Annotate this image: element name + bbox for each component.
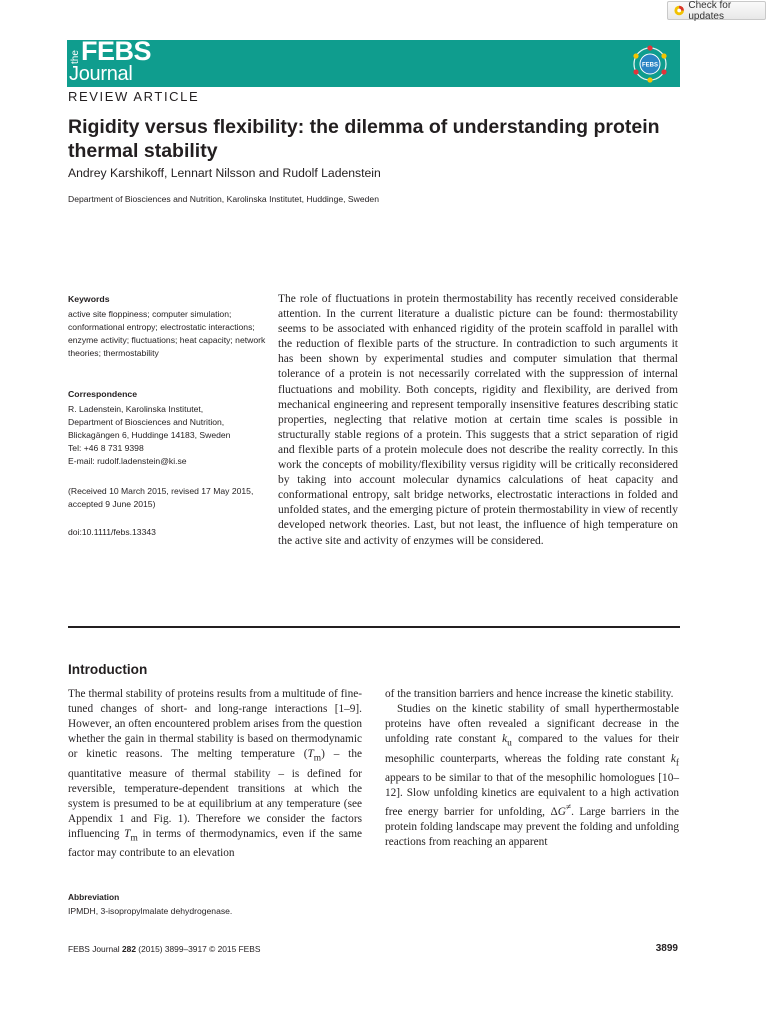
correspondence-heading: Correspondence [68,389,138,399]
intro-text: . Large barriers in the protein folding landscape may prevent the folding and unfolding reactions from reaching an apparent [385,805,680,849]
journal-banner [67,40,680,87]
page-number: 3899 [655,943,678,954]
intro-text: Studies on the kinetic stability of small hyperthermostable proteins have often revealed a significant decrease in the unfolding rate constant [385,703,679,746]
doi-link[interactable]: doi:10.1111/febs.13343 [68,527,156,537]
intro-text: The thermal stability of proteins results from a multitude of fine-tuned changes of short- and long-range interactions [1–9]. However, an often encountered problem arises from the question whether the gain in thermal stability is based on thermodynamic or kinetic reasons. The melting temperature ( [68,688,362,761]
article-type: REVIEW ARTICLE [68,89,200,104]
article-title: Rigidity versus flexibility: the dilemma of understanding protein thermal stability [68,116,660,162]
dg-superscript: ≠ [565,803,572,814]
journal-logo-febs: FEBS [81,36,152,66]
kf-subscript: f [675,757,679,768]
ku-subscript: u [507,738,512,749]
logo-the-label: the [70,50,81,64]
tm-symbol: T [124,828,131,841]
intro-paragraph: of the transition barriers and hence increase the kinetic stability. [385,688,674,700]
footer-citation [68,944,260,954]
correspondence-line: Tel: +46 8 731 9398 [68,443,144,453]
article-affiliation: Department of Biosciences and Nutrition, Karolinska Institutet, Huddinge, Sweden [68,194,379,204]
check-for-updates-button[interactable] [667,1,766,20]
check-updates-icon [674,5,684,16]
received-dates: (Received 10 March 2015, revised 17 May 2015, accepted 9 June 2015) [68,486,254,509]
footer-volume: 282 [122,944,136,954]
introduction-left-column [68,687,362,862]
correspondence-line: Blickagängen 6, Huddinge 14183, Sweden [68,430,231,440]
introduction-right-column [385,687,679,850]
intro-text: compared to the values for their mesophilic counterparts, whereas the folding rate constant [385,733,679,765]
ring-icon-label: FEBS [641,62,659,69]
dg-symbol: G [557,805,566,818]
tm-subscript: m [130,833,138,844]
tm-subscript: m [313,753,322,764]
abbreviation-heading: Abbreviation [68,892,120,902]
correspondence-block [68,403,268,468]
introduction-heading: Introduction [68,662,148,677]
intro-paragraph [385,702,679,850]
keywords-list: active site floppiness; computer simulation; conformational entropy; electrostatic interactions; enzyme activity; fluctuations; heat capacity; network theories; thermostability [68,309,266,358]
footer-journal: FEBS Journal [68,944,122,954]
correspondence-email[interactable]: E-mail: rudolf.ladenstein@ki.se [68,456,187,466]
tm-symbol: T [307,748,314,761]
correspondence-line: R. Ladenstein, Karolinska Institutet, [68,404,204,414]
febs-ring-icon [630,44,670,84]
keywords-heading: Keywords [68,294,110,304]
article-authors: Andrey Karshikoff, Lennart Nilsson and Rudolf Ladenstein [68,166,381,180]
abbreviation-text: IPMDH, 3-isopropylmalate dehydrogenase. [68,906,233,916]
abstract-text: The role of fluctuations in protein thermostability has recently received considerable attention. In the current literature a dualistic picture can be found: thermostability seems to be associated with enhanced rigidity of the protein scaffold in parallel with the reduction of flexible parts of the structure. In contradiction to such arguments it has been shown by experimental studies and computer simulation that thermal tolerance of a protein is not necessarily correlated with the suppression of internal fluctuations and mobility. Both concepts, rigidity and flexibility, are derived from mechanical engineering and represent temporally insensitive features describing static properties, neglecting that relative motion at certain time scales is possible in structurally stable regions of a protein. This suggests that a strict separation of rigid and flexible parts of a protein molecule does not describe the reality correctly. In this work the concepts of mobility/flexibility versus rigidity will be critically reconsidered by taking into account molecular dynamics calculations of heat capacity and conformational entropy, salt bridge networks, electrostatic interactions in folded and unfolded states, and the emerging picture of protein thermostability in view of recently developed network theories. Last, but not least, the influence of high temperature on the active site and activity of enzymes will be considered. [278,293,678,547]
footer-pages: (2015) 3899–3917 © 2015 FEBS [135,944,261,954]
intro-text: appears to be similar to that of the mesophilic homologues [10–12]. Slow unfolding kinetics are equivalent to a high activation free energy barrier for unfolding, Δ [385,771,679,818]
check-updates-label: Check for updates [688,0,732,22]
intro-text: in terms of thermodynamics, even if the same factor may contribute to an elevation [68,828,362,860]
kf-symbol: k [670,752,676,765]
intro-text: ) – the quantitative measure of thermal stability – is defined for reversible, temperature-dependent transitions at which the system is presumed to be at equilibrium at any temperature (see Appendix 1 and Fig. 1). Therefore we consider the factors influencing [68,748,362,841]
section-divider [68,626,680,628]
ku-symbol: k [502,733,508,746]
journal-logo-journal: Journal [69,63,133,85]
correspondence-line: Department of Biosciences and Nutrition, [68,417,225,427]
